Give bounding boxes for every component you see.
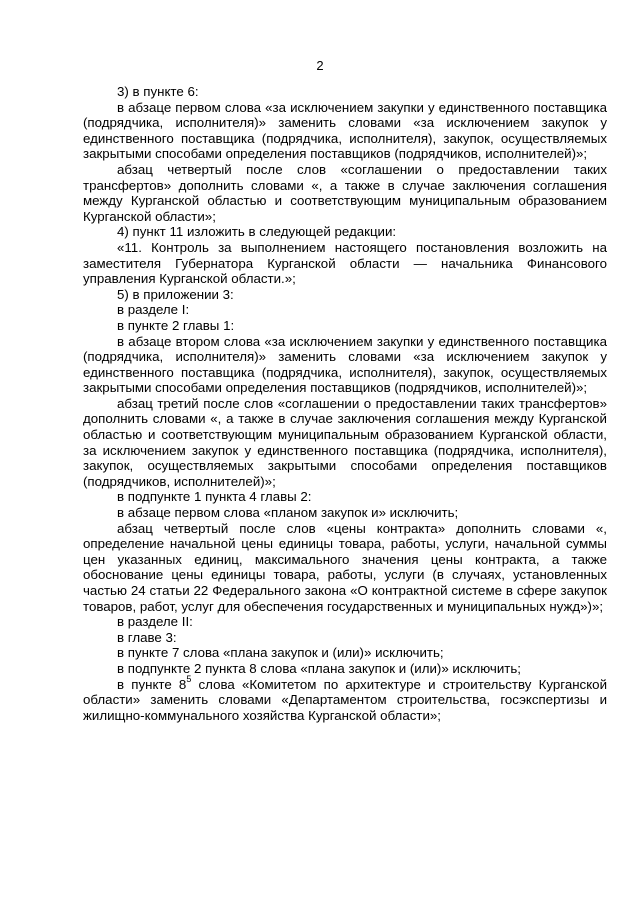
paragraph-p2-ch1: в пункте 2 главы 1: (117, 317, 235, 333)
p8-5-superscript: 5 (186, 674, 192, 685)
paragraph-pp1-p4: в подпункте 1 пункта 4 главы 2: (117, 489, 312, 505)
paragraph-p6-abzac1: в абзаце первом слова «за исключением закупки у единственного поставщика (подрядчика, исполнителя)» заменить словами «за исключением закупок у единственного поставщика (подрядчика, исполнителя), закупок, осуществляемых закрытыми способами определения поставщиков (подрядчиков, исполнителей)»; (83, 99, 607, 162)
paragraph-abzac1-exclude: в абзаце первом слова «планом закупок и» исключить; (117, 505, 459, 521)
page-number: 2 (316, 58, 324, 73)
paragraph-p8-5 (83, 674, 607, 724)
paragraph-abzac3: абзац третий после слов «соглашении о предоставлении таких трансфертов» дополнить словами «, а также в случае заключения соглашения между Курганской областью и соответствующим муниципальным образованием Курганской области, за исключением закупок у единственного поставщика (подрядчика, исполнителя), закупок, осуществляемых закрытыми способами определения поставщиков (подрядчиков, исполнителей)»; (83, 395, 607, 489)
document-body (83, 84, 607, 723)
paragraph-p6-abzac4: абзац четвертый после слов «соглашении о предоставлении таких трансфертов» дополнить словами «, а также в случае заключения соглашения между Курганской областью и соответствующим муниципальным образованием Курганской области»; (83, 161, 607, 224)
paragraph-section-2: в разделе II: (117, 614, 193, 630)
paragraph-abzac4-add: абзац четвертый после слов «цены контракта» дополнить словами «, определение начальной цены единицы товара, работы, услуги, начальной суммы цен указанных единиц, максимального значения цены контракта, а также обоснование цены единицы товара, работы, услуги (в случаях, установленных частью 24 статьи 22 Федерального закона «О контрактной системе в сфере закупок товаров, работ, услуг для обеспечения государственных и муниципальных нужд»)»; (83, 520, 607, 614)
paragraph-p7: в пункте 7 слова «плана закупок и (или)» исключить; (117, 645, 444, 661)
paragraph-item-5: 5) в приложении 3: (117, 286, 234, 302)
p8-5-before: в пункте 8 (117, 676, 187, 692)
paragraph-ch3: в главе 3: (117, 629, 177, 645)
paragraph-pp2-p8: в подпункте 2 пункта 8 слова «плана закупок и (или)» исключить; (117, 660, 521, 676)
paragraph-abzac2: в абзаце втором слова «за исключением закупки у единственного поставщика (подрядчика, исполнителя)» заменить словами «за исключением закупок у единственного поставщика (подрядчика, исполнителя), закупок, осуществляемых закрытыми способами определения поставщиков (подрядчиков, исполнителей)»; (83, 333, 607, 396)
paragraph-item-3: 3) в пункте 6: (117, 84, 199, 99)
paragraph-item-4: 4) пункт 11 изложить в следующей редакции: (117, 224, 397, 240)
paragraph-p11-text: «11. Контроль за выполнением настоящего постановления возложить на заместителя Губернатора Курганской области — начальника Финансового управления Курганской области.»; (83, 239, 607, 287)
paragraph-section-1: в разделе I: (117, 302, 190, 318)
p8-5-after: слова «Комитетом по архитектуре и строительству Курганской области» заменить словами «Департаментом строительства, госэкспертизы и жилищно-коммунального хозяйства Курганской области»; (83, 676, 607, 723)
